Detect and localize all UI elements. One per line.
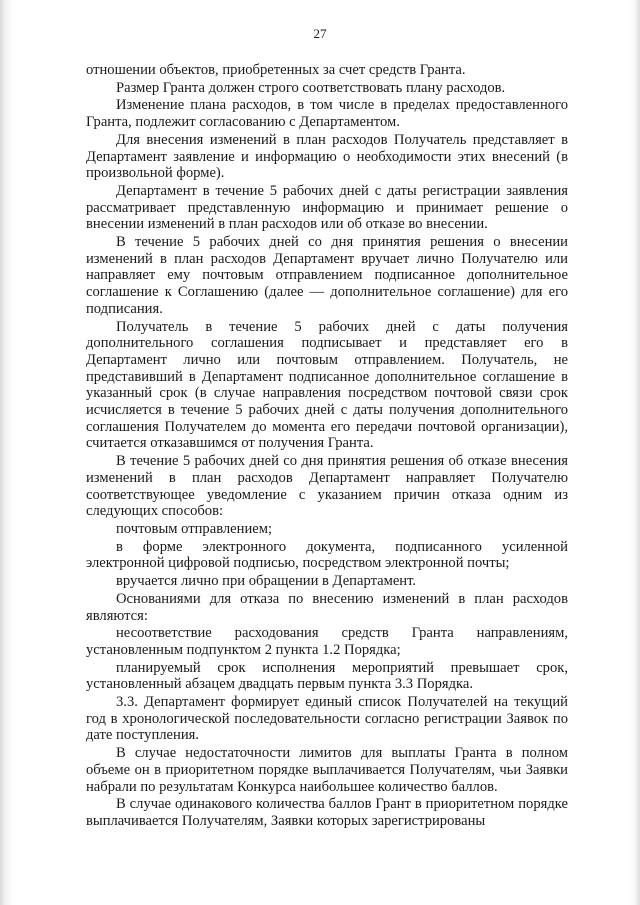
list-item-mismatch: несоответствие расходования средств Гранта направлениям, установленным подпунктом 2 пункта 1.2 Порядка; <box>86 625 568 658</box>
list-item-postal: почтовым отправлением; <box>116 520 273 537</box>
list-item-in-person: вручается лично при обращении в Департамент. <box>116 573 417 590</box>
paragraph-5: Департамент в течение 5 рабочих дней с даты регистрации заявления рассматривает представленную информацию и принимает решение о внесении изменений в план расходов или об отказе во внесении. <box>86 182 568 233</box>
paragraph-8: В течение 5 рабочих дней со дня принятия решения об отказе внесения изменений в план расходов Департамент направляет Получателю соответствующее уведомление с указанием причин отказа одним из следующих способов: <box>86 453 568 520</box>
paragraph-equal-scores: В случае одинакового количества баллов Грант в приоритетном порядке выплачивается Получателям, Заявки которых зарегистрированы <box>86 796 568 829</box>
paragraph-3: Изменение плана расходов, в том числе в пределах предоставленного Гранта, подлежит согласованию с Департаментом. <box>86 97 568 131</box>
paragraph-7: Получатель в течение 5 рабочих дней с даты получения дополнительного соглашения подписывает и представляет его в Департамент лично или почтовым отправлением. Получатель, не представивший в Департамент подписанное дополнительное соглашение в указанный срок (в случае направления посредством почтовой связи срок исчисляется в течение 5 рабочих дней с даты получения дополнительного соглашения Получателем до момента его передачи почтовой организации), считается отказавшимся от получения Гранта. <box>86 318 568 452</box>
scan-edge-left <box>0 0 14 905</box>
paragraph-section-3-3: 3.3. Департамент формирует единый список Получателей на текущий год в хронологической последовательности согласно регистрации Заявок по дате поступления. <box>86 694 568 744</box>
paragraph-1: отношении объектов, приобретенных за счет средств Гранта. <box>86 62 466 78</box>
document-body <box>86 62 568 831</box>
paragraph-insufficient-limits: В случае недостаточности лимитов для выплаты Гранта в полном объеме он в приоритетном порядке выплачивается Получателям, чьи Заявки набрали по результатам Конкурса наибольшее количество баллов. <box>86 745 568 795</box>
list-item-deadline: планируемый срок исполнения мероприятий превышает срок, установленный абзацем двадцать первым пункта 3.3 Порядка. <box>86 659 568 693</box>
list-item-electronic: в форме электронного документа, подписанного усиленной электронной цифровой подписью, посредством электронной почты; <box>86 538 568 572</box>
paragraph-refusal-grounds: Основаниями для отказа по внесению изменений в план расходов являются: <box>86 590 568 624</box>
scan-edge-right <box>630 0 640 905</box>
paragraph-4: Для внесения изменений в план расходов Получатель представляет в Департамент заявление и информацию о необходимости этих внесений (в произвольной форме). <box>86 131 568 182</box>
paragraph-2: Размер Гранта должен строго соответствовать плану расходов. <box>116 79 506 96</box>
paragraph-6: В течение 5 рабочих дней со дня принятия решения о внесении изменений в план расходов Департамент вручает лично Получателю или направляет ему почтовым отправлением подписанное дополнительное соглашение к Соглашению (далее — дополнительное соглашение) для его подписания. <box>86 234 568 317</box>
page-number: 27 <box>313 26 327 41</box>
